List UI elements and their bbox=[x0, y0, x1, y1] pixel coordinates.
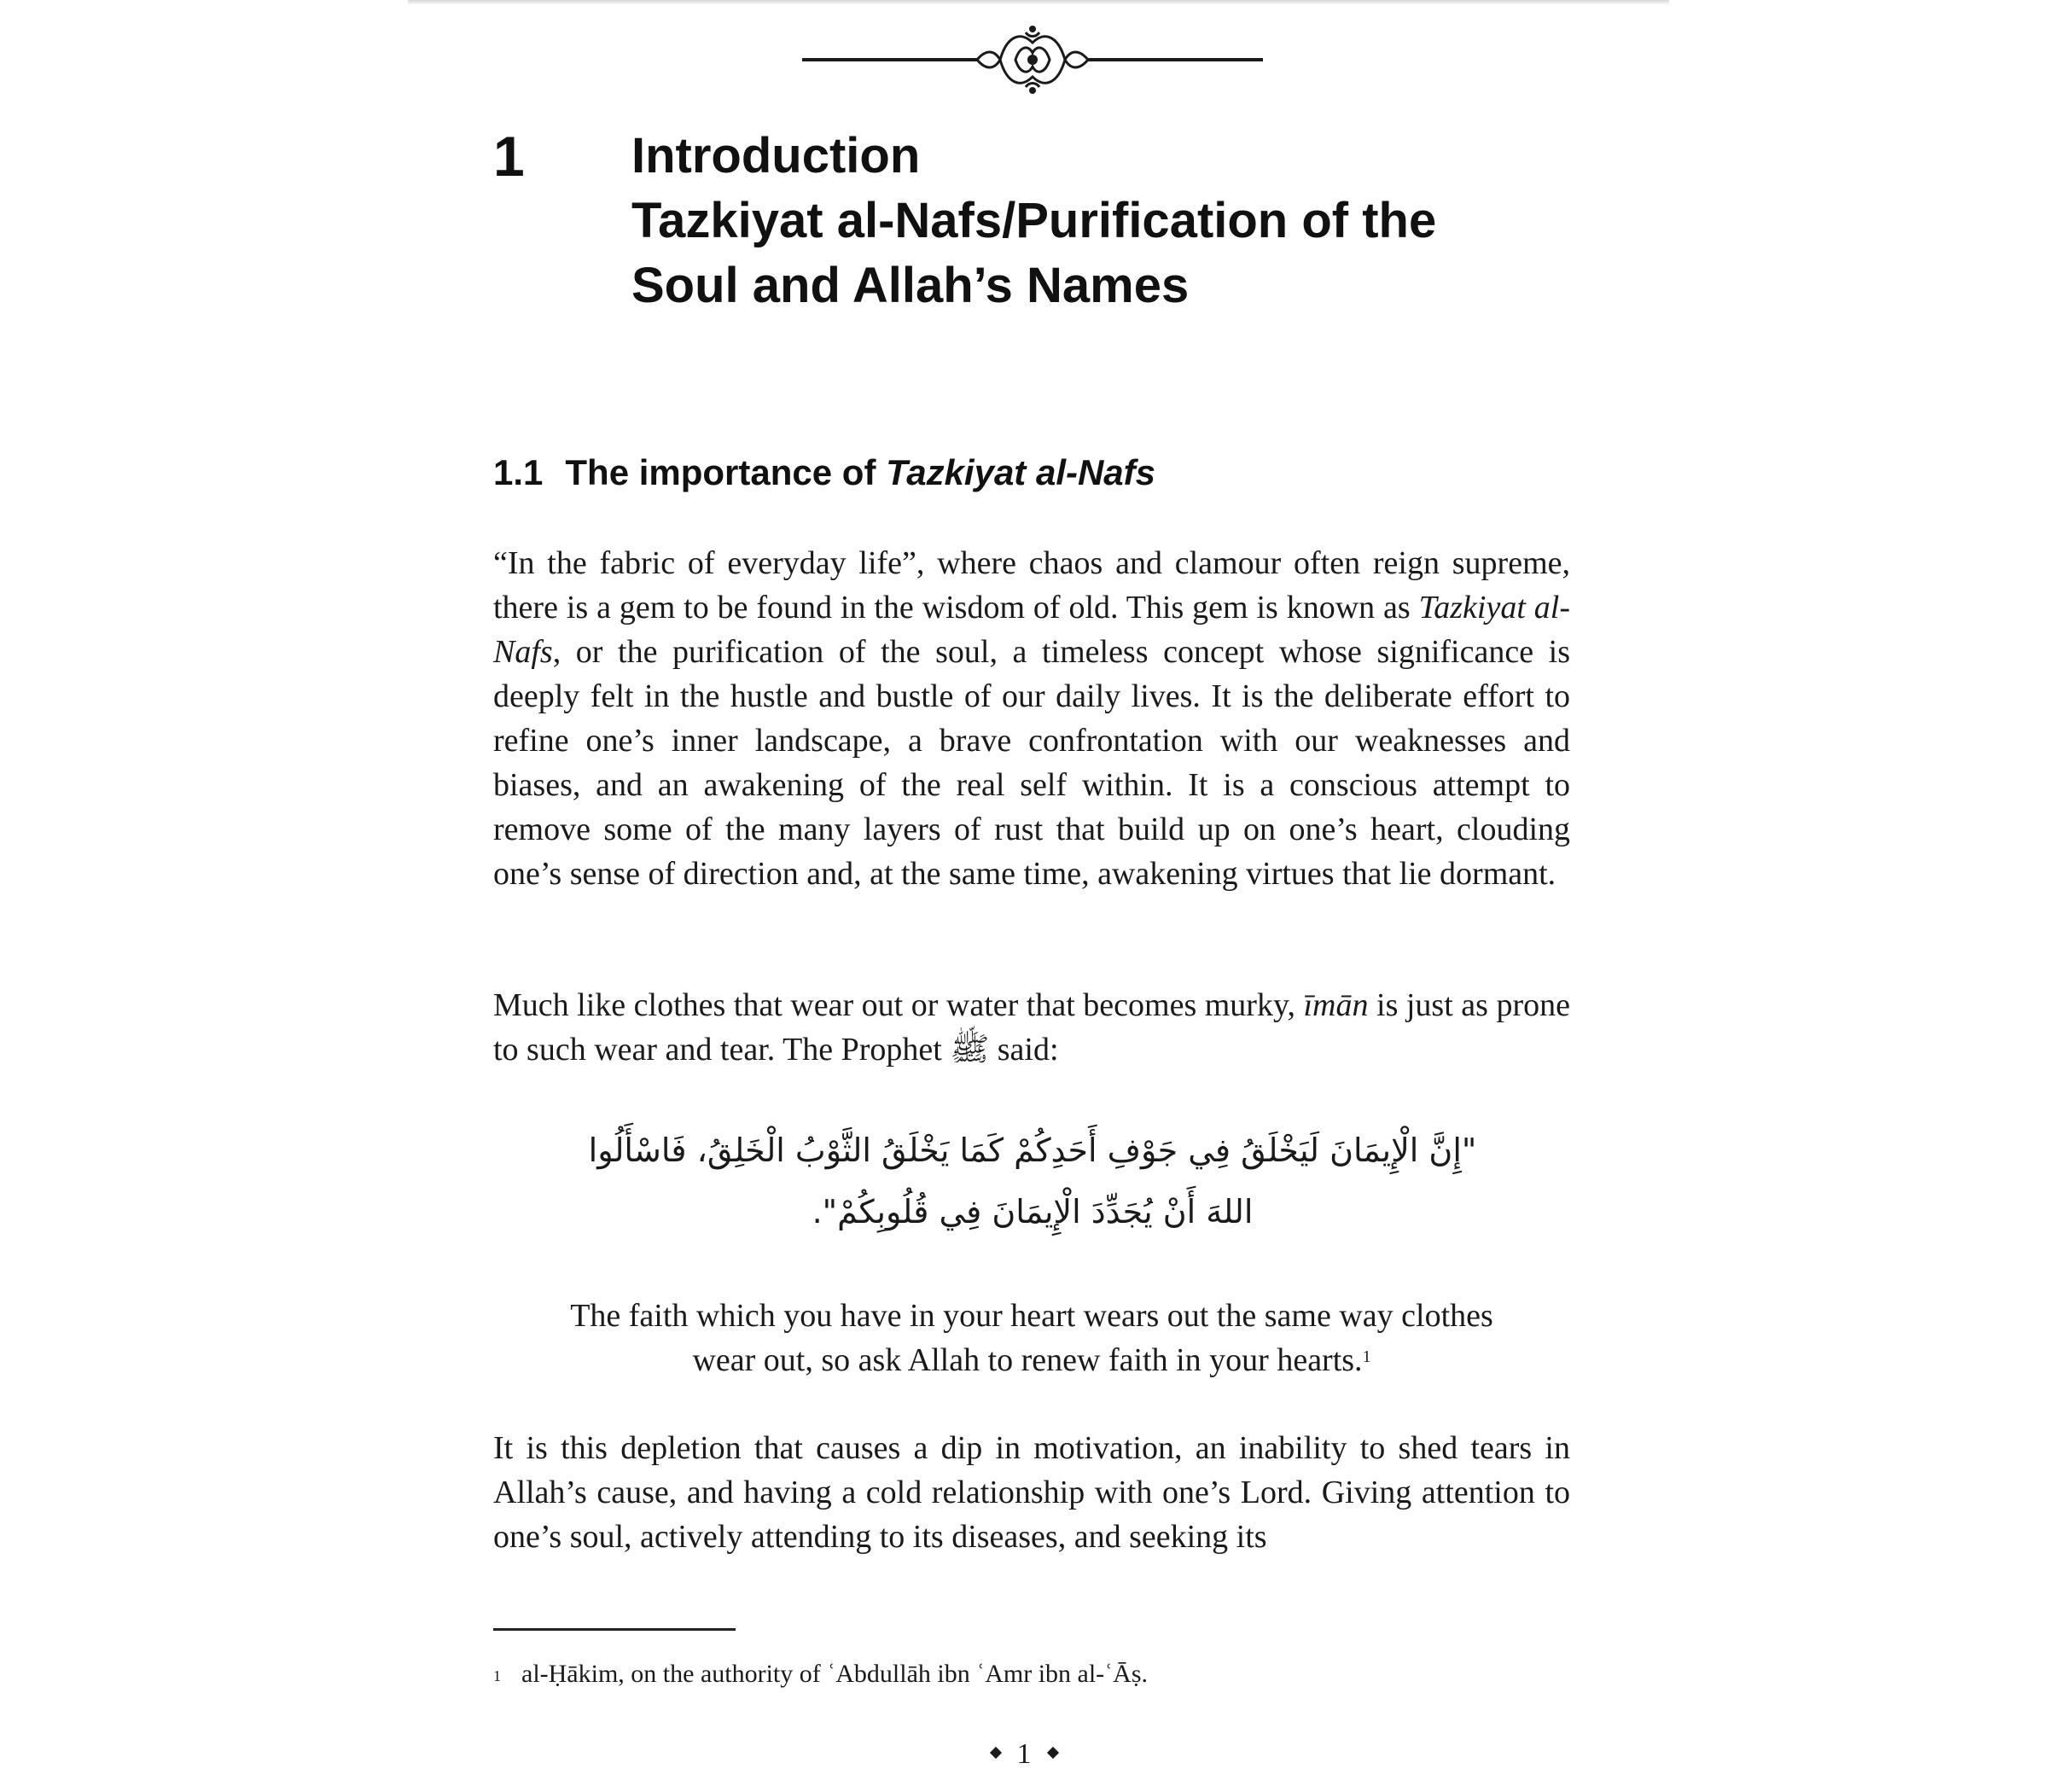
page-number: 1 bbox=[1016, 1738, 1032, 1770]
paragraph-1-text-continued: , or the purification of the soul, a timeless concept whose significance is deeply felt in the hustle and bustle of our daily lives. It is the deliberate effort to refine one’s inner landscape, a brave confrontation with our weaknesses and biases, and an awakening of the real self within. It is a conscious attempt to remove some of the many layers of rust that build up on one’s heart, clouding one’s sense of direction and, at the same time, awakening virtues that lie dormant. bbox=[493, 634, 1570, 892]
paragraph-2 bbox=[493, 983, 1570, 1072]
paragraph-2-text-continued: is just as prone to such wear and tear. The Prophet ﷺ said: bbox=[493, 987, 1570, 1068]
paragraph-3: It is this depletion that causes a dip in motivation, an inability to shed tears in Allah’s cause, and having a cold relationship with one’s Lord. Giving attention to one’s soul, actively attending to its diseases, and seeking its bbox=[493, 1430, 1570, 1555]
hadith-arabic bbox=[563, 1120, 1502, 1242]
diamond-right-icon bbox=[1046, 1747, 1058, 1759]
chapter-title-line: Tazkiyat al-Nafs/Purification of the bbox=[631, 193, 1437, 248]
paragraph-1-italic-term: Tazkiyat al-Nafs bbox=[493, 590, 1570, 670]
chapter-title-line: Soul and Allah’s Names bbox=[631, 258, 1190, 313]
footnote-divider bbox=[493, 1628, 736, 1631]
diamond-left-icon bbox=[989, 1747, 1001, 1759]
paragraph-1-text: “In the fabric of everyday life”, where chaos and clamour often reign supreme, there is a gem to be found in the wisdom of old. This gem is known as bbox=[493, 545, 1570, 625]
chapter-title-line: Introduction bbox=[631, 128, 921, 183]
section-number: 1.1 bbox=[493, 452, 544, 492]
section-title-italic: Tazkiyat al-Nafs bbox=[886, 452, 1156, 492]
page-top-edge bbox=[408, 0, 1669, 5]
section-heading bbox=[493, 451, 1155, 495]
paragraph-2-italic-term: īmān bbox=[1303, 987, 1369, 1023]
page-number-block bbox=[939, 1737, 1109, 1772]
footnote-marker: 1 bbox=[493, 1667, 501, 1684]
footnote-reference[interactable]: 1 bbox=[1362, 1347, 1371, 1366]
paragraph-2-text: Much like clothes that wear out or water that becomes murky, bbox=[493, 987, 1304, 1023]
ornament-divider-icon bbox=[802, 24, 1263, 96]
hadith-translation-line: The faith which you have in your heart wears out the same way clothes bbox=[570, 1298, 1493, 1334]
chapter-number: 1 bbox=[493, 125, 525, 188]
paragraph-1 bbox=[493, 541, 1570, 896]
hadith-translation bbox=[493, 1294, 1570, 1382]
chapter-title bbox=[631, 124, 1655, 318]
hadith-arabic-line: اللهَ أَنْ يُجَدِّدَ الْإِيمَانَ فِي قُلُوبِكُمْ". bbox=[812, 1193, 1254, 1231]
footnote-text: al-Ḥākim, on the authority of ʿAbdullāh ibn ʿAmr ibn al-ʿĀṣ. bbox=[521, 1660, 1149, 1688]
hadith-translation-line: wear out, so ask Allah to renew faith in your hearts. bbox=[692, 1342, 1363, 1378]
footnote bbox=[493, 1657, 1148, 1691]
hadith-arabic-line: "إِنَّ الْإِيمَانَ لَيَخْلَقُ فِي جَوْفِ أَحَدِكُمْ كَمَا يَخْلَقُ الثَّوْبُ الْخَلِقُ، فَاسْأَلُوا bbox=[588, 1132, 1477, 1169]
section-title-plain: The importance of bbox=[565, 452, 876, 492]
